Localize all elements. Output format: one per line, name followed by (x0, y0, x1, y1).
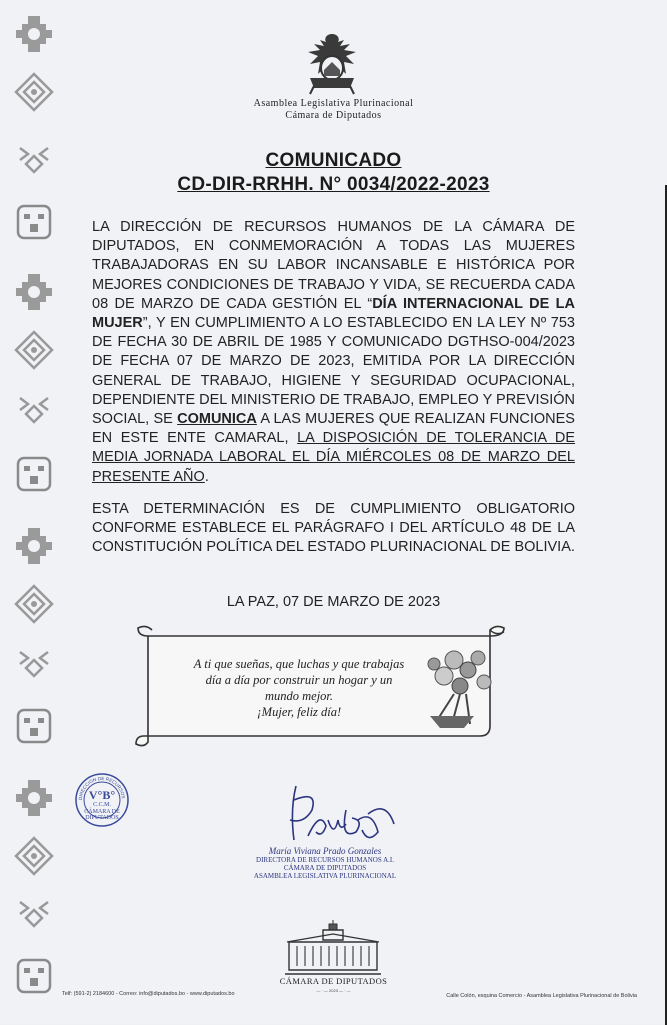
footer-institution: CÁMARA DE DIPUTADOS (279, 976, 388, 986)
zigzag-icon (14, 644, 54, 684)
quote-line: día a día por construir un hogar y un (205, 673, 393, 687)
approval-stamp (74, 772, 130, 828)
paragraph-text: LA DIRECCIÓN DE RECURSOS HUMANOS DE LA CÁMARA DE DIPUTADOS, EN CONMEMORACIÓN A TODAS LAS MUJERES TRABAJADORAS EN SU LABOR INCANSABLE E HISTÓRICA POR MEJORES CONDICIONES DE TRABAJO Y VIDA, SE RECUERDA CADA 08 DE MARZO DE CADA GESTIÓN EL “ (92, 219, 575, 312)
document-number: CD-DIR-RRHH. N° 0034/2022-2023 (177, 174, 490, 195)
stamp-ring-text: DIRECCIÓN DE RECURSOS (77, 775, 126, 801)
quote-line: mundo mejor. (264, 689, 334, 703)
stamp-sub: DIPUTADOS (85, 815, 119, 821)
chakana-icon (14, 778, 54, 818)
body-paragraph-1 (92, 218, 575, 487)
quote-line: A ti que sueñas, que luchas y que trabajas (193, 657, 405, 671)
zigzag-icon (14, 894, 54, 934)
date-line: LA PAZ, 07 DE MARZO DE 2023 (226, 594, 441, 610)
signer-name: María Viviana Prado Gonzales (268, 846, 382, 856)
chakana-icon (14, 526, 54, 566)
coat-of-arms-icon (300, 30, 364, 96)
chakana-icon (14, 272, 54, 312)
stamp-sub: CÁMARA DE (84, 809, 120, 815)
signer-org: CÁMARA DE DIPUTADOS (283, 864, 367, 872)
footer-contact: Telf: (591-2) 2184600 - Correo: info@diputados.bo - www.diputados.bo (62, 991, 235, 997)
paragraph-text: A LAS MUJERES QUE REALIZAN FUNCIONES EN ESTE ENTE CAMARAL, (92, 411, 575, 447)
signer-role: DIRECTORA DE RECURSOS HUMANOS A.I. (256, 856, 394, 864)
footer-institution-sub: — · — 2023 — · — (316, 988, 351, 993)
diamond-pattern-icon (14, 330, 54, 370)
body-paragraph-2: ESTA DETERMINACIÓN ES DE CUMPLIMIENTO OBLIGATORIO CONFORME ESTABLECE EL PARÁGRAFO I DEL ARTÍCULO 48 DE LA CONSTITUCIÓN POLÍTICA DEL ESTADO PLURINACIONAL DE BOLIVIA. (92, 501, 575, 556)
quote-text (158, 656, 440, 720)
institution-line-1: Asamblea Legislativa Plurinacional (253, 98, 414, 109)
signature-block (250, 846, 400, 880)
mask-face-icon (14, 454, 54, 494)
signer-org: ASAMBLEA LEGISLATIVA PLURINACIONAL (253, 872, 397, 880)
mask-face-icon (14, 202, 54, 242)
diamond-pattern-icon (14, 836, 54, 876)
quote-line: ¡Mujer, feliz día! (256, 705, 342, 719)
stamp-vb: V°B° (88, 788, 116, 802)
paragraph-text: . (204, 468, 209, 485)
mask-face-icon (14, 706, 54, 746)
institution-line-2: Cámara de Diputados (285, 110, 382, 121)
chakana-icon (14, 14, 54, 54)
paragraph-text: ”, Y EN CUMPLIMIENTO A LO ESTABLECIDO EN LA LEY Nº 753 DE FECHA 30 DE ABRIL DE 1985 Y COMUNICADO DGTHSO-004/2023 DE FECHA 07 DE MARZO DE 2023, EMITIDA POR LA DIRECCIÓN GENERAL DE TRABAJO, HIGIENE Y SEGURIDAD OCUPACIONAL, DEPENDIENTE DEL MINISTERIO DE TRABAJO, EMPLEO Y PREVISIÓN SOCIAL, SE (92, 315, 575, 428)
bold-underlined-text: COMUNICA (177, 411, 257, 428)
page-title: COMUNICADO (265, 150, 402, 171)
zigzag-icon (14, 390, 54, 430)
underlined-text: LA DISPOSICIÓN DE TOLERANCIA DE MEDIA JORNADA LABORAL EL DÍA MIÉRCOLES 08 DE MARZO DEL PRESENTE AÑO (92, 430, 575, 485)
footer-address: Calle Colón, esquina Comercio - Asamblea Legislativa Plurinacional de Bolivia (446, 993, 637, 999)
stamp-sub: C.C.M. (93, 802, 111, 808)
bold-text: DÍA INTERNACIONAL DE LA MUJER (92, 295, 576, 332)
building-logo-icon (283, 920, 383, 978)
